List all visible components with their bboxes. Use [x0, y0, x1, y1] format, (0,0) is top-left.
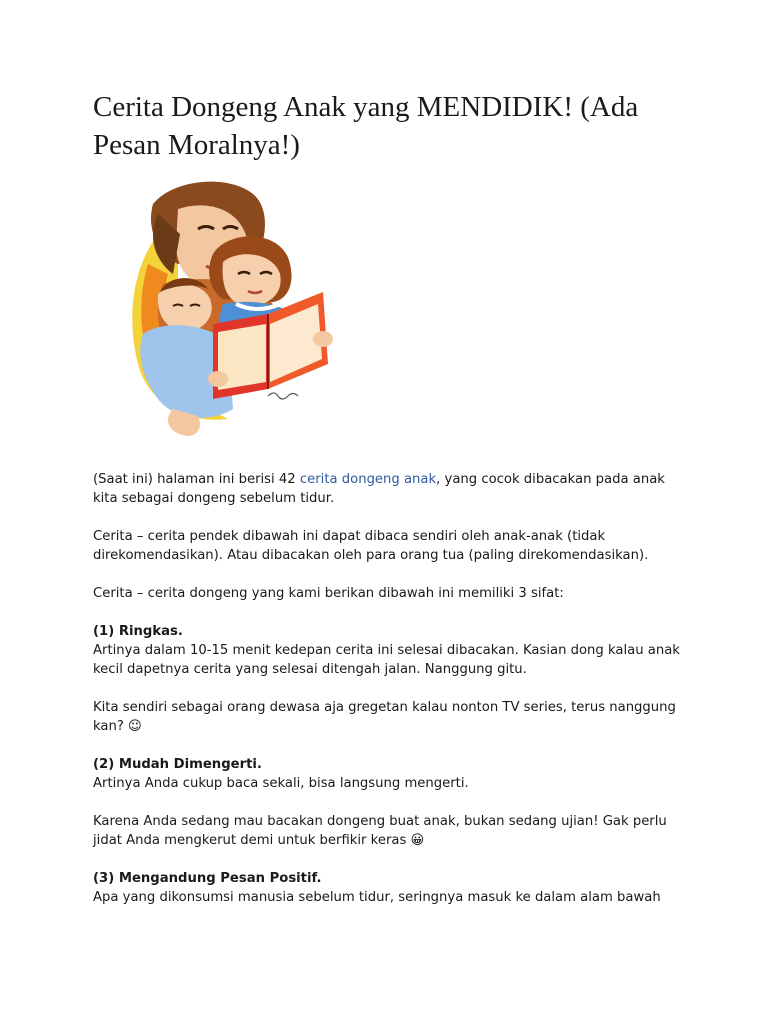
section-pesan-positif	[93, 869, 693, 907]
section-text: Apa yang dikonsumsi manusia sebelum tidur, seringnya masuk ke dalam alam bawah	[93, 890, 661, 905]
paragraph: Cerita – cerita dongeng yang kami berikan dibawah ini memiliki 3 sifat:	[93, 586, 564, 601]
paragraph: Karena Anda sedang mau bacakan dongeng buat anak, bukan sedang ujian! Gak perlu jidat Anda mengkerut demi untuk berfikir keras 😀	[93, 814, 667, 848]
page-title: Cerita Dongeng Anak yang MENDIDIK! (Ada Pesan Moralnya!)	[93, 91, 639, 161]
cerita-dongeng-anak-link[interactable]: cerita dongeng anak	[299, 472, 437, 487]
section-heading: (1) Ringkas.	[93, 624, 183, 639]
section-heading: (3) Mengandung Pesan Positif.	[93, 871, 322, 886]
section-text: Artinya dalam 10-15 menit kedepan cerita ini selesai dibacakan. Kasian dong kalau anak kecil dapetnya cerita yang selesai ditengah jalan. Nanggung gitu.	[93, 643, 680, 677]
section-mudah-dimengerti	[93, 755, 693, 793]
paragraph: Cerita – cerita pendek dibawah ini dapat dibaca sendiri oleh anak-anak (tidak direkomendasikan). Atau dibacakan oleh para orang tua (paling direkomendasikan).	[93, 529, 649, 563]
intro-paragraph: (Saat ini) halaman ini berisi 42 cerita dongeng anak, yang cocok dibacakan pada anak kita sebagai dongeng sebelum tidur.	[93, 472, 665, 506]
article-body	[93, 470, 693, 926]
section-heading: (2) Mudah Dimengerti.	[93, 757, 262, 772]
paragraph: Kita sendiri sebagai orang dewasa aja gregetan kalau nonton TV series, terus nanggung kan? ☺	[93, 700, 676, 734]
parent-reading-illustration-icon	[118, 174, 346, 439]
section-text: Artinya Anda cukup baca sekali, bisa langsung mengerti.	[93, 776, 469, 791]
section-ringkas	[93, 622, 693, 679]
